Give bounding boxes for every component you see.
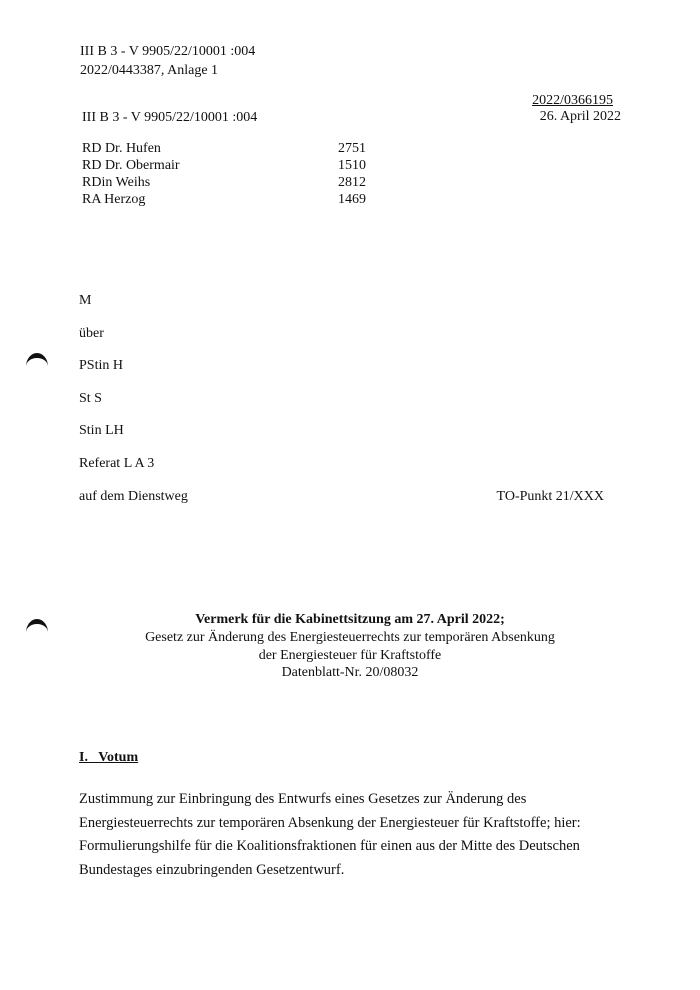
routing-item: Stin LH	[79, 423, 124, 438]
document-date: 26. April 2022	[539, 109, 621, 124]
section-heading: I. Votum	[79, 750, 139, 765]
staff-row	[82, 158, 382, 175]
staff-extension: 1510	[338, 158, 366, 173]
paragraph-line: Energiesteuerrechts zur temporären Absenkung der Energiesteuer für Kraftstoffe; hier:	[79, 814, 581, 831]
to-punkt: TO-Punkt 21/XXX	[496, 489, 604, 504]
title-datasheet: Datenblatt-Nr. 20/08032	[281, 665, 419, 680]
staff-extension: 2812	[338, 175, 366, 190]
staff-name: RA Herzog	[82, 192, 146, 207]
title-line: Gesetz zur Änderung des Energiesteuerrechts zur temporären Absenkung	[145, 630, 555, 645]
reference-line: III B 3 - V 9905/22/10001 :004	[82, 110, 258, 125]
file-number: 2022/0366195	[532, 93, 613, 108]
routing-item: PStin H	[79, 358, 123, 373]
staff-name: RD Dr. Obermair	[82, 158, 180, 173]
staff-row	[82, 192, 382, 209]
paragraph-line: Zustimmung zur Einbringung des Entwurfs eines Gesetzes zur Änderung des	[79, 791, 527, 807]
staff-name: RD Dr. Hufen	[82, 141, 161, 156]
header-reference: III B 3 - V 9905/22/10001 :004	[80, 44, 256, 59]
staff-row	[82, 141, 382, 158]
staff-extension: 1469	[338, 192, 366, 207]
routing-item: auf dem Dienstweg	[79, 489, 188, 504]
title-bold: Vermerk für die Kabinettsitzung am 27. April 2022;	[195, 612, 505, 627]
punch-hole-mark	[26, 353, 48, 380]
routing-item: M	[79, 293, 92, 308]
staff-row	[82, 175, 382, 192]
header-document-number: 2022/0443387, Anlage 1	[80, 63, 219, 78]
routing-item: Referat L A 3	[79, 456, 155, 471]
routing-item: über	[79, 326, 104, 341]
paragraph-line: Formulierungshilfe für die Koalitionsfraktionen für einen aus der Mitte des Deutschen	[79, 838, 580, 854]
routing-item: St S	[79, 391, 102, 406]
staff-name: RDin Weihs	[82, 175, 151, 190]
paragraph-line: Bundestages einzubringenden Gesetzentwurf.	[79, 861, 345, 878]
staff-extension: 2751	[338, 141, 366, 156]
section-paragraph	[79, 788, 599, 882]
title-line: der Energiesteuer für Kraftstoffe	[258, 648, 442, 663]
